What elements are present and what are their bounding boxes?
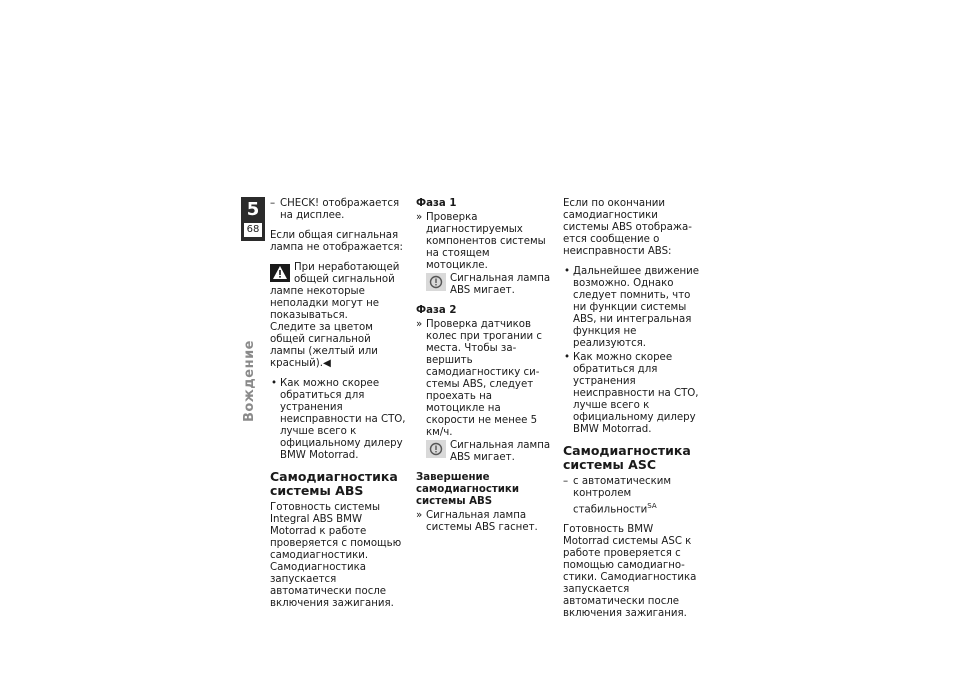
phase2-item: » Проверка датчиков колес при трогании с места. Чтобы завершить самодиагностику системы ABS, следует проехать на мотоцикле на скорости не менее 5 км/ч. bbox=[416, 319, 552, 439]
special-equipment-mark: SA bbox=[647, 502, 657, 510]
phase1-lamp-text: Сигнальная лампа ABS мигает. bbox=[450, 273, 551, 296]
column-3 bbox=[563, 198, 701, 628]
page-number: 68 bbox=[244, 223, 262, 237]
asc-selfdiag-text: Готовность BMW Motorrad системы ASC к работе проверяется с помощью самодиагностики. Самодиагностика запускается автоматически после включения зажигания. bbox=[563, 524, 697, 620]
abs-warning-lamp-icon bbox=[426, 440, 446, 458]
asc-option-item bbox=[563, 476, 701, 516]
phase1-title: Фаза 1 bbox=[416, 198, 457, 209]
chapter-number: 5 bbox=[246, 199, 260, 220]
phase1-item: » Проверка диагностируемых компонентов системы на стоящем мотоцикле. bbox=[416, 212, 552, 272]
phase1-lamp bbox=[426, 273, 552, 297]
column-1 bbox=[270, 198, 406, 618]
chapter-side-label: Вождение bbox=[242, 340, 257, 422]
warning-note bbox=[270, 262, 406, 322]
asc-selfdiag-heading: Самодиагностика системы ASC bbox=[563, 443, 691, 472]
lamp-not-shown-text: Если общая сигнальная лампа не отображается: bbox=[270, 230, 403, 253]
continue-riding-bullet: • Дальнейшее движение возможно. Однако следует помнить, что ни функции системы ABS, ни интегральная функция не реализуются. bbox=[563, 266, 701, 350]
completion-title: Завершение самодиагностики системы ABS bbox=[416, 472, 519, 507]
warning-triangle-icon bbox=[270, 264, 290, 282]
service-bullet: • Как можно скорее обратиться для устранения неисправности на СТО, лучше всего к официальному дилеру BMW Motorrad. bbox=[270, 378, 406, 462]
abs-fault-text: Если по окончании самодиагностики системы ABS отображается сообщение о неисправности ABS: bbox=[563, 198, 692, 257]
chapter-tab bbox=[241, 197, 265, 241]
asc-option-text: с автоматическим контролем стабильности bbox=[573, 476, 672, 516]
phase2-lamp-text: Сигнальная лампа ABS мигает. bbox=[450, 440, 551, 463]
abs-selfdiag-heading: Самодиагностика системы ABS bbox=[270, 469, 398, 498]
service-bullet: • Как можно скорее обратиться для устранения неисправности на СТО, лучше всего к официальному дилеру BMW Motorrad. bbox=[563, 352, 701, 436]
phase2-title: Фаза 2 bbox=[416, 305, 457, 316]
column-2 bbox=[416, 198, 552, 542]
abs-warning-lamp-icon bbox=[426, 273, 446, 291]
completion-item: » Сигнальная лампа системы ABS гаснет. bbox=[416, 510, 552, 534]
check-display-item: – CHECK! отображается на дисплее. bbox=[270, 198, 406, 222]
warning-text: При неработающей общей сигнальной лампе некоторые неполадки могут не показываться. bbox=[270, 262, 400, 321]
phase2-lamp bbox=[426, 440, 552, 464]
abs-selfdiag-text: Готовность системы Integral ABS BMW Motorrad к работе проверяется с помощью самодиагностики. Самодиагностика запускается автоматически после включения зажигания. bbox=[270, 502, 402, 609]
lamp-color-text: Следите за цветом общей сигнальной лампы (желтый или красный).◀ bbox=[270, 322, 378, 369]
